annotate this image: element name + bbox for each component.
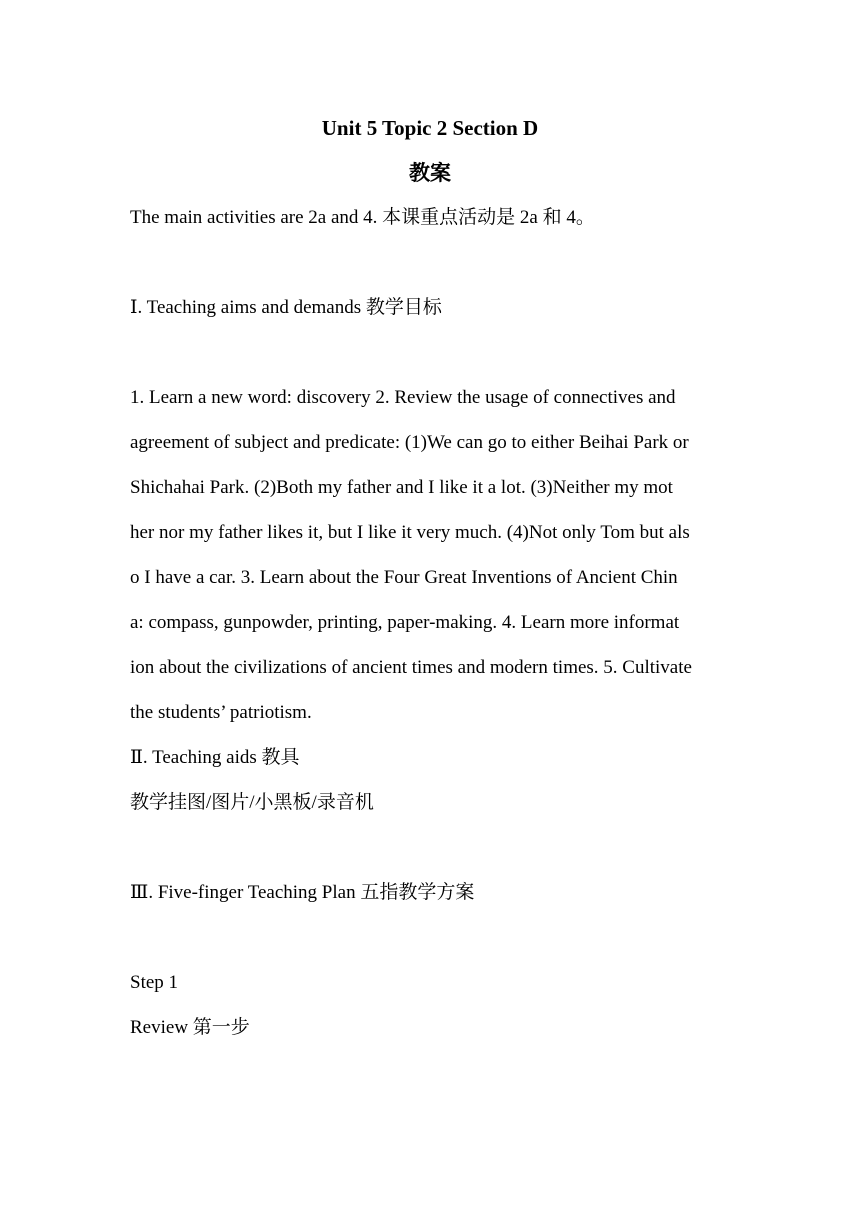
aims-line: agreement of subject and predicate: (1)We can go to either Beihai Park or [130, 432, 689, 453]
aims-line: 1. Learn a new word: discovery 2. Review the usage of connectives and [130, 387, 676, 408]
step-title: Review 第一步 [130, 1017, 250, 1038]
aims-line: the students’ patriotism. [130, 702, 312, 723]
teaching-aids-text: 教学挂图/图片/小黑板/录音机 [130, 792, 374, 813]
document-title: Unit 5 Topic 2 Section D [321, 116, 539, 140]
aims-line: her nor my father likes it, but I like it very much. (4)Not only Tom but als [130, 522, 690, 543]
section-heading-teaching-aims: Ⅰ. Teaching aims and demands 教学目标 [130, 297, 442, 318]
aims-line: o I have a car. 3. Learn about the Four Great Inventions of Ancient Chin [130, 567, 678, 588]
section-heading-teaching-aids: Ⅱ. Teaching aids 教具 [130, 747, 300, 768]
aims-line: Shichahai Park. (2)Both my father and I like it a lot. (3)Neither my mot [130, 477, 673, 498]
intro-text: The main activities are 2a and 4. 本课重点活动是 2a 和 4。 [130, 207, 595, 228]
aims-line: a: compass, gunpowder, printing, paper-making. 4. Learn more informat [130, 612, 680, 633]
aims-line: ion about the civilizations of ancient times and modern times. 5. Cultivate [130, 657, 692, 678]
document-subtitle: 教案 [409, 161, 451, 185]
step-label: Step 1 [130, 972, 179, 993]
section-heading-teaching-plan: Ⅲ. Five-finger Teaching Plan 五指教学方案 [130, 882, 475, 903]
